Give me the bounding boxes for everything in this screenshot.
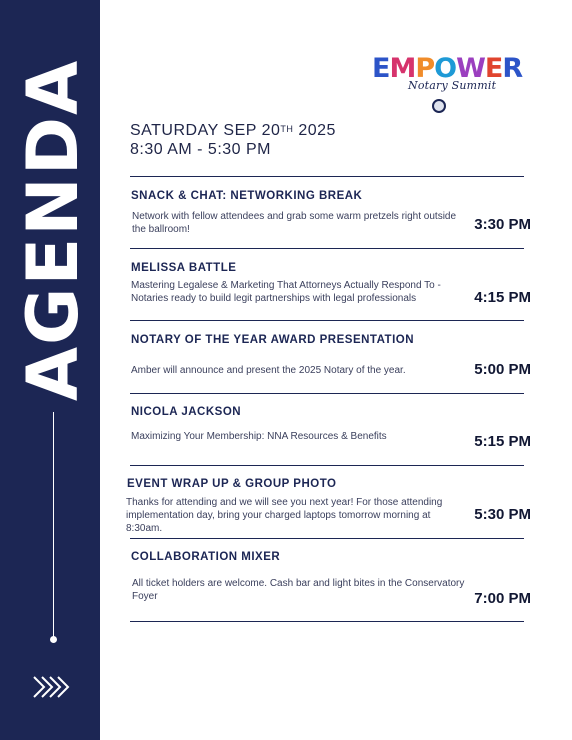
agenda-title: AGENDA <box>12 58 94 402</box>
agenda-item-desc: Amber will announce and present the 2025 Notary of the year. <box>131 365 406 376</box>
agenda-item-time: 7:00 PM <box>474 590 531 607</box>
event-date <box>130 121 336 141</box>
agenda-item-desc: Thanks for attending and we will see you next year! For those attending implementation day, bring your charged laptops tomorrow morning at 8:30am. <box>126 497 443 534</box>
event-date-year: 2025 <box>293 122 336 139</box>
event-date-suffix: TH <box>280 124 294 134</box>
agenda-item-time: 4:15 PM <box>474 289 531 306</box>
agenda-item-desc: Maximizing Your Membership: NNA Resources & Benefits <box>131 431 387 442</box>
logo-letter: O <box>434 53 457 84</box>
agenda-item-title: COLLABORATION MIXER <box>131 551 281 563</box>
agenda-item-desc: All ticket holders are welcome. Cash bar and light bites in the Conservatory Foyer <box>132 578 465 602</box>
chevron-right-icon <box>32 675 74 699</box>
event-date-main: SATURDAY SEP 20 <box>130 122 281 139</box>
divider <box>130 248 524 249</box>
agenda-item-desc: Network with fellow attendees and grab some warm pretzels right outside the ballroom! <box>132 211 457 235</box>
agenda-item-desc: Mastering Legalese & Marketing That Attorneys Actually Respond To - Notaries ready to build legit partnerships with legal professionals <box>131 280 441 304</box>
seal-icon <box>432 99 446 113</box>
agenda-item-time: 5:15 PM <box>474 433 531 450</box>
logo-letter: P <box>415 53 435 84</box>
sidebar-line-dot <box>50 636 57 643</box>
agenda-item-title: MELISSA BATTLE <box>131 262 237 274</box>
empower-logo <box>372 53 523 119</box>
agenda-item-time: 5:30 PM <box>474 506 531 523</box>
agenda-item-time: 5:00 PM <box>474 361 531 378</box>
logo-letter: M <box>389 53 416 84</box>
sidebar-divider-line <box>53 412 54 640</box>
divider <box>130 465 524 466</box>
logo-letter: R <box>502 53 523 84</box>
agenda-item-title: SNACK & CHAT: NETWORKING BREAK <box>131 190 363 202</box>
logo-letter: W <box>456 53 485 84</box>
divider <box>130 176 524 177</box>
sidebar <box>0 0 100 740</box>
event-time-range: 8:30 AM - 5:30 PM <box>130 141 272 158</box>
agenda-item-title: EVENT WRAP UP & GROUP PHOTO <box>127 478 337 490</box>
divider <box>130 538 524 539</box>
divider <box>130 621 524 622</box>
divider <box>130 393 524 394</box>
agenda-item-time: 3:30 PM <box>474 216 531 233</box>
logo-letter: E <box>372 53 390 84</box>
logo-letter: E <box>484 53 503 84</box>
logo-wordmark <box>372 53 523 84</box>
agenda-item-title: NICOLA JACKSON <box>131 406 242 418</box>
agenda-item-title: NOTARY OF THE YEAR AWARD PRESENTATION <box>131 334 415 346</box>
logo-script-text: Notary Summit <box>408 79 497 92</box>
divider <box>130 320 524 321</box>
